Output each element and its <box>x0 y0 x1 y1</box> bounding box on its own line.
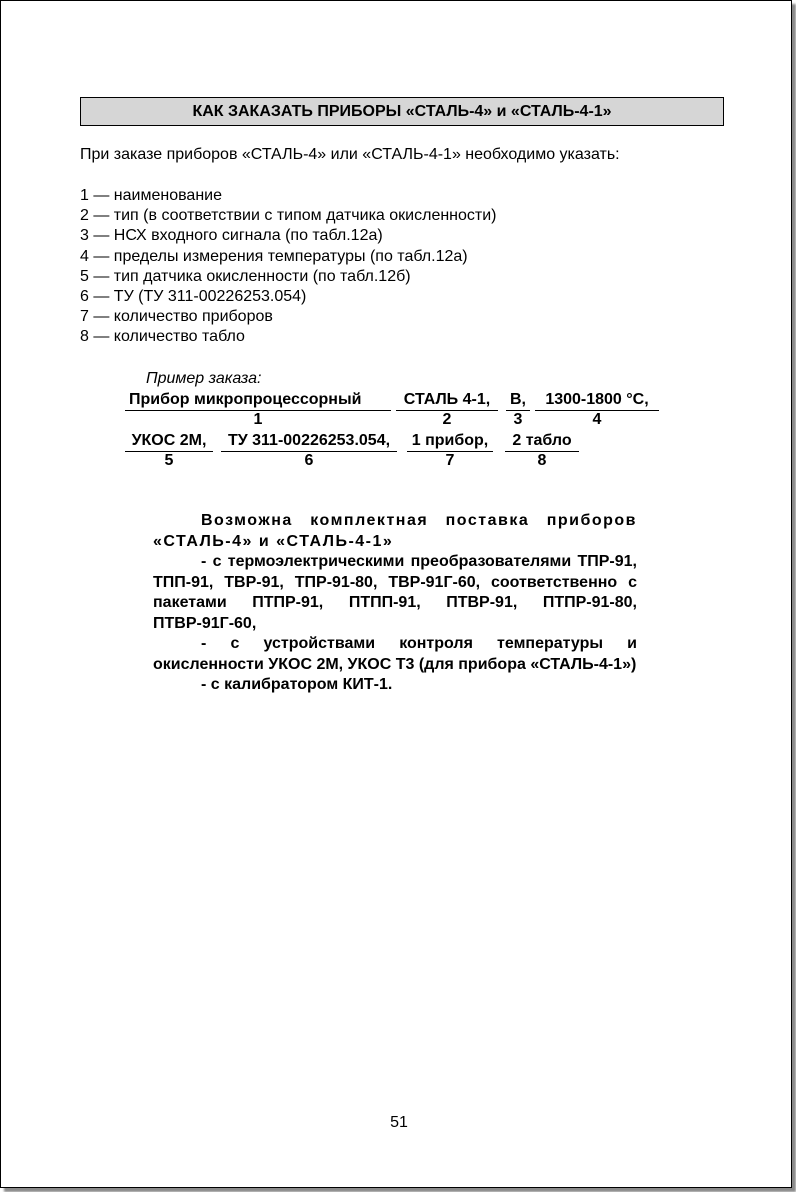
example-field-value: УКОС 2М, <box>131 432 207 449</box>
supply-paragraph: - с устройствами контроля температуры и окисленности УКОС 2М, УКОС Т3 (для прибора «СТАЛЬ-4-1») <box>153 635 637 673</box>
supply-paragraph: Возможна комплектная поставка приборов «СТАЛЬ-4» и «СТАЛЬ-4-1» <box>153 512 637 550</box>
page-number: 51 <box>390 1114 408 1131</box>
example-field-number: 6 <box>304 452 314 469</box>
order-items-list <box>80 186 497 348</box>
example-field-value: СТАЛЬ 4-1, <box>403 391 491 408</box>
example-field-tu <box>221 431 397 471</box>
example-field-value: Прибор микропроцессорный <box>129 391 362 408</box>
list-item: 7 — количество приборов <box>80 308 273 326</box>
example-field-value: 1300-1800 °С, <box>545 391 649 408</box>
section-title: КАК ЗАКАЗАТЬ ПРИБОРЫ «СТАЛЬ-4» и «СТАЛЬ-4-1» <box>80 97 724 126</box>
supply-note <box>153 511 637 696</box>
example-field-range <box>535 390 659 430</box>
example-label: Пример заказа: <box>146 370 262 387</box>
example-field-display-count <box>505 431 579 471</box>
supply-paragraph: - с калибратором КИТ-1. <box>201 676 393 693</box>
example-field-value: ТУ 311-00226253.054, <box>227 432 391 449</box>
list-item: 3 — НСХ входного сигнала (по табл.12а) <box>80 227 383 245</box>
list-item: 8 — количество табло <box>80 328 245 346</box>
intro-text: При заказе приборов «СТАЛЬ-4» или «СТАЛЬ-4-1» необходимо указать: <box>80 146 620 163</box>
example-field-device-count <box>407 431 493 471</box>
example-field-number: 8 <box>537 452 547 469</box>
example-field-number: 2 <box>442 411 452 428</box>
example-field-number: 7 <box>445 452 455 469</box>
example-field-value: В, <box>510 391 526 408</box>
example-field-number: 5 <box>164 452 174 469</box>
supply-paragraph: - с термоэлектрическими преобразователями ТПР-91, ТПП-91, ТВР-91, ТПР-91-80, ТВР-91Г-60, соответственно с пакетами ПТПР-91, ПТПП-91, ПТВР-91, ПТПР-91-80, ПТВР-91Г-60, <box>153 553 637 632</box>
example-field-value: 2 табло <box>512 432 572 449</box>
list-item: 2 — тип (в соответствии с типом датчика окисленности) <box>80 207 497 225</box>
example-field-number: 1 <box>253 411 263 428</box>
list-item: 1 — наименование <box>80 187 222 204</box>
example-field-value: 1 прибор, <box>411 432 489 449</box>
example-field-type <box>396 390 498 430</box>
example-field-number: 4 <box>592 411 602 428</box>
list-item: 4 — пределы измерения температуры (по табл.12а) <box>80 247 468 265</box>
example-field-nsh <box>506 390 530 430</box>
example-field-number: 3 <box>513 411 523 428</box>
example-field-name <box>125 390 391 430</box>
example-field-sensor <box>125 431 213 471</box>
list-item: 6 — ТУ (ТУ 311-00226253.054) <box>80 287 307 305</box>
list-item: 5 — тип датчика окисленности (по табл.12б) <box>80 267 411 285</box>
